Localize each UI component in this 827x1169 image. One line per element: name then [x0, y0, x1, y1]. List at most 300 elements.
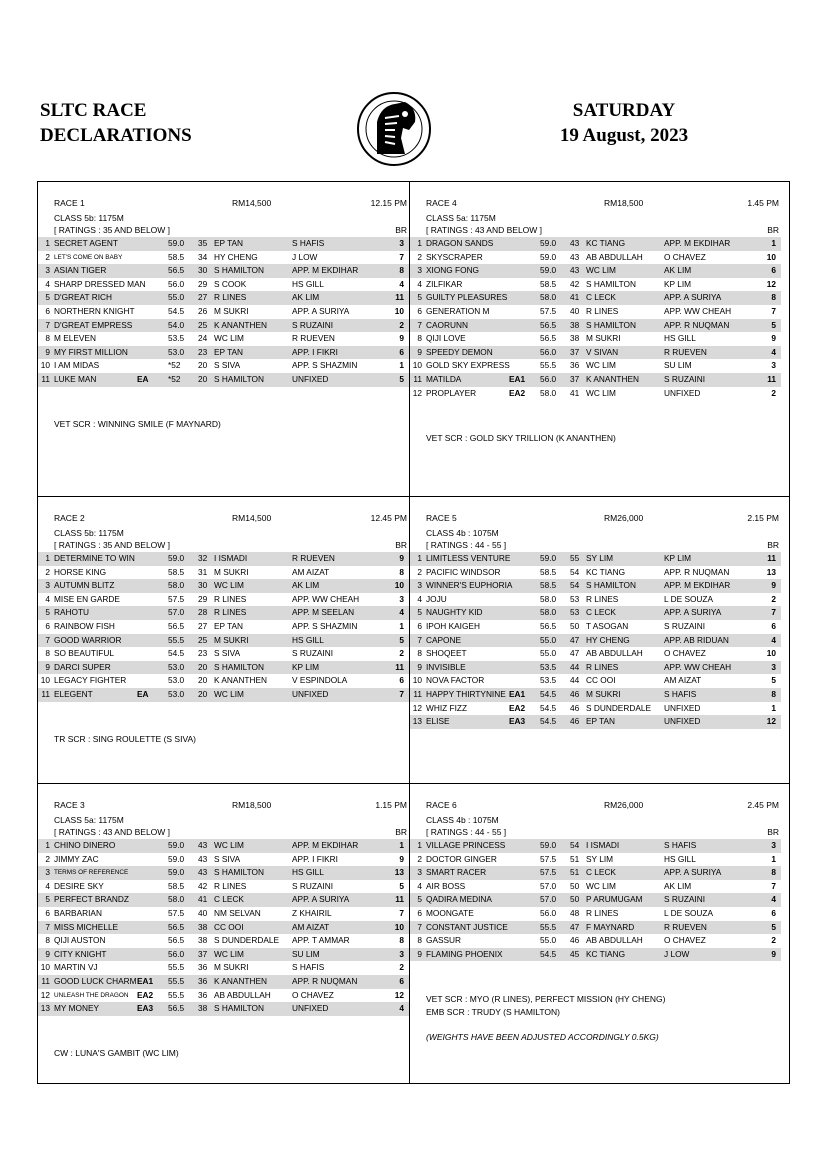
runner-number: 9	[45, 346, 50, 357]
horse-name: RAINBOW FISH	[54, 620, 115, 631]
jockey: S SIVA	[214, 853, 241, 864]
runner-row	[410, 305, 781, 319]
jockey: T ASOGAN	[586, 620, 629, 631]
runner-row	[410, 291, 781, 305]
header-date	[524, 98, 724, 148]
jockey: WC LIM	[214, 333, 244, 344]
entry-tag: EA1	[509, 373, 526, 384]
horse-name: DOCTOR GINGER	[426, 853, 497, 864]
rating: 38	[198, 1003, 208, 1014]
runner-number: 8	[45, 648, 50, 659]
runner-row	[410, 359, 781, 373]
trainer: HS GILL	[292, 278, 324, 289]
race-panel	[410, 784, 781, 1084]
runner-number: 3	[45, 580, 50, 591]
weight: 58.5	[540, 278, 557, 289]
trainer: O CHAVEZ	[664, 648, 706, 659]
jockey: C LECK	[214, 894, 244, 905]
jockey: R LINES	[214, 292, 247, 303]
runner-number: 10	[40, 360, 50, 371]
barrier-column-header: BR	[767, 225, 779, 235]
horse-name: NORTHERN KNIGHT	[54, 305, 135, 316]
horse-name: DRAGON SANDS	[426, 238, 494, 248]
race-class: CLASS 5a: 1175M	[54, 815, 124, 825]
horse-name: CITY KNIGHT	[54, 948, 107, 959]
barrier: 1	[771, 702, 776, 713]
horse-name: SMART RACER	[426, 867, 487, 878]
barrier: 4	[771, 346, 776, 357]
weight: 56.5	[540, 319, 557, 330]
runner-number: 8	[417, 333, 422, 344]
barrier: 12	[766, 278, 776, 289]
rating: 44	[570, 675, 580, 686]
race-note: VET SCR : GOLD SKY TRILLION (K ANANTHEN)	[426, 433, 616, 443]
barrier: 11	[395, 894, 404, 905]
barrier: 10	[394, 580, 404, 591]
runner-row	[410, 921, 781, 935]
runner-row	[410, 387, 781, 401]
runner-row	[410, 715, 781, 729]
horse-name: ASIAN TIGER	[54, 265, 107, 276]
barrier-column-header: BR	[395, 225, 407, 235]
runner-number: 1	[45, 553, 50, 563]
barrier: 7	[771, 305, 776, 316]
race-note: TR SCR : SING ROULETTE (S SIVA)	[54, 734, 196, 744]
rating: 47	[570, 921, 580, 932]
runner-row	[38, 948, 409, 962]
rating: 36	[198, 962, 208, 973]
entry-tag: EA1	[137, 975, 154, 986]
horse-name: GENERATION M	[426, 305, 490, 316]
race-panel	[410, 182, 781, 482]
rating: 42	[570, 278, 580, 289]
trainer: UNFIXED	[292, 1003, 329, 1014]
trainer: APP. A SURIYA	[664, 292, 722, 303]
runner-number: 5	[45, 292, 50, 303]
runner-number: 2	[45, 853, 50, 864]
horse-name: FLAMING PHOENIX	[426, 948, 503, 959]
race-prize: RM14,500	[232, 198, 272, 208]
weight: 53.0	[168, 688, 185, 699]
trainer: APP. T AMMAR	[292, 935, 350, 946]
trainer: O CHAVEZ	[664, 251, 706, 262]
jockey: S HAMILTON	[214, 867, 264, 878]
horse-name: QADIRA MEDINA	[426, 894, 492, 905]
jockey: R LINES	[586, 661, 619, 672]
rating: 50	[570, 880, 580, 891]
jockey: SY LIM	[586, 853, 614, 864]
runner-row	[38, 634, 409, 648]
jockey: S SIVA	[214, 648, 241, 659]
trainer: UNFIXED	[664, 387, 701, 398]
rating: 20	[198, 360, 208, 371]
horse-name: MY FIRST MILLION	[54, 346, 128, 357]
weight: 55.5	[540, 921, 557, 932]
horse-name: RAHOTU	[54, 607, 90, 618]
barrier: 2	[399, 962, 404, 973]
runner-row	[38, 346, 409, 360]
barrier: 9	[399, 333, 404, 344]
horse-name: SHOQEET	[426, 648, 467, 659]
trainer: HS GILL	[664, 333, 696, 344]
runner-number: 9	[45, 661, 50, 672]
horse-name: MISS MICHELLE	[54, 921, 119, 932]
barrier: 13	[394, 867, 404, 878]
trainer: J LOW	[664, 948, 690, 959]
entry-tag: EA3	[509, 716, 526, 727]
trainer: UNFIXED	[292, 688, 329, 699]
race-prize: RM14,500	[232, 513, 272, 523]
runner-list	[410, 237, 781, 400]
race-number: RACE 6	[426, 800, 457, 810]
trainer: S RUZAINI	[292, 880, 334, 891]
horse-name: CHINO DINERO	[54, 840, 116, 850]
jockey: WC LIM	[586, 265, 616, 276]
trainer: APP. R NUQMAN	[292, 975, 358, 986]
runner-number: 7	[417, 319, 422, 330]
horse-name: ZILFIKAR	[426, 278, 463, 289]
runner-row	[410, 948, 781, 962]
jockey: I ISMADI	[214, 553, 248, 563]
jockey: SY LIM	[586, 553, 614, 563]
jockey: WC LIM	[586, 360, 616, 371]
race-date: 19 August, 2023	[559, 125, 689, 146]
jockey: S HAMILTON	[214, 1003, 264, 1014]
runner-row	[38, 359, 409, 373]
barrier: 6	[399, 346, 404, 357]
runner-number: 6	[417, 305, 422, 316]
horse-name: CAPONE	[426, 634, 462, 645]
entry-tag: EA1	[509, 688, 526, 699]
jockey: V SIVAN	[586, 346, 619, 357]
barrier: 10	[394, 921, 404, 932]
weight: 56.0	[168, 278, 185, 289]
weight: 59.0	[168, 553, 185, 563]
runner-row	[38, 961, 409, 975]
horse-name: GOOD WARRIOR	[54, 634, 122, 645]
horse-name: HORSE KING	[54, 566, 107, 577]
barrier: 1	[771, 238, 776, 248]
rating: 42	[198, 880, 208, 891]
runner-number: 9	[417, 661, 422, 672]
barrier: 3	[399, 238, 404, 248]
weight: 59.0	[168, 853, 185, 864]
trainer: APP. WW CHEAH	[664, 661, 732, 672]
weight: 56.5	[168, 265, 185, 276]
weight: 56.5	[540, 333, 557, 344]
jockey: S HAMILTON	[586, 278, 636, 289]
barrier: 6	[771, 620, 776, 631]
horse-name: I AM MIDAS	[54, 360, 100, 371]
weight: 56.5	[168, 1003, 185, 1014]
horse-name: DARCI SUPER	[54, 661, 111, 672]
jockey: M SUKRI	[586, 333, 621, 344]
race-time: 2.15 PM	[747, 513, 779, 523]
race-number: RACE 1	[54, 198, 85, 208]
horse-name: D'GREAT RICH	[54, 292, 112, 303]
runner-row	[410, 934, 781, 948]
rating: 30	[198, 580, 208, 591]
runner-row	[38, 251, 409, 265]
horse-name: PROPLAYER	[426, 387, 477, 398]
horse-name: DETERMINE TO WIN	[54, 553, 135, 563]
jockey: M SUKRI	[214, 305, 249, 316]
rating: 46	[570, 716, 580, 727]
weight: 56.5	[168, 935, 185, 946]
trainer: APP. M EKDIHAR	[664, 580, 731, 591]
trainer: APP. M EKDIHAR	[292, 840, 359, 850]
rating: 32	[198, 553, 208, 563]
barrier: 1	[399, 620, 404, 631]
weight: 55.5	[168, 975, 185, 986]
runner-number: 12	[412, 387, 422, 398]
runner-number: 9	[45, 948, 50, 959]
jockey: M SUKRI	[586, 688, 621, 699]
trainer: AM AIZAT	[292, 566, 330, 577]
jockey: WC LIM	[214, 948, 244, 959]
trainer: R RUEVEN	[292, 333, 335, 344]
race-prize: RM26,000	[604, 800, 644, 810]
runner-row	[38, 893, 409, 907]
horse-name: IPOH KAIGEH	[426, 620, 480, 631]
runner-row	[38, 839, 409, 853]
race-title-row	[54, 800, 409, 812]
jockey: EP TAN	[214, 620, 244, 631]
barrier: 2	[399, 648, 404, 659]
race-number: RACE 2	[54, 513, 85, 523]
weight: 58.0	[540, 292, 557, 303]
runner-number: 6	[45, 620, 50, 631]
barrier: 6	[771, 265, 776, 276]
rating: 53	[570, 607, 580, 618]
barrier: 5	[399, 634, 404, 645]
race-title-row	[426, 198, 781, 210]
jockey: WC LIM	[214, 688, 244, 699]
barrier: 4	[771, 894, 776, 905]
runner-row	[410, 839, 781, 853]
rating: 24	[198, 333, 208, 344]
trainer: S HAFIS	[664, 840, 697, 850]
race-prize: RM26,000	[604, 513, 644, 523]
race-ratings: [ RATINGS : 43 AND BELOW ]	[426, 225, 543, 235]
rating: 38	[198, 921, 208, 932]
rating: 34	[198, 251, 208, 262]
barrier: 3	[771, 661, 776, 672]
race-title-row	[426, 513, 781, 525]
trainer: S RUZAINI	[664, 373, 706, 384]
runner-row	[410, 579, 781, 593]
rating: 50	[570, 894, 580, 905]
runner-number: 6	[45, 907, 50, 918]
weight: 53.5	[540, 675, 557, 686]
runner-row	[410, 688, 781, 702]
runner-row	[410, 606, 781, 620]
jockey: R LINES	[214, 607, 247, 618]
runner-number: 1	[45, 840, 50, 850]
rating: 25	[198, 634, 208, 645]
runner-row	[38, 661, 409, 675]
horse-name: MISE EN GARDE	[54, 593, 120, 604]
jockey: WC LIM	[214, 580, 244, 591]
trainer: APP. A SURIYA	[664, 607, 722, 618]
weight: 58.0	[168, 580, 185, 591]
weight: 59.0	[540, 238, 557, 248]
weight: 55.0	[540, 634, 557, 645]
weight: 59.0	[540, 265, 557, 276]
race-class: CLASS 4b : 1075M	[426, 815, 499, 825]
trainer: AK LIM	[664, 265, 692, 276]
barrier: 1	[399, 360, 404, 371]
horse-name: WHIZ FIZZ	[426, 702, 468, 713]
weight: 56.5	[168, 921, 185, 932]
weight: *52	[168, 360, 181, 371]
runner-list	[38, 839, 409, 1016]
weight: 54.5	[168, 305, 185, 316]
jockey: K ANANTHEN	[214, 675, 268, 686]
race-number: RACE 5	[426, 513, 457, 523]
trainer: HS GILL	[664, 853, 696, 864]
barrier: 2	[771, 935, 776, 946]
entry-tag: EA2	[509, 387, 526, 398]
rating: 40	[198, 907, 208, 918]
barrier: 5	[399, 373, 404, 384]
runner-list	[410, 552, 781, 729]
jockey: C LECK	[586, 607, 616, 618]
race-time: 12.15 PM	[370, 198, 407, 208]
horse-name: CONSTANT JUSTICE	[426, 921, 508, 932]
trainer: Z KHAIRIL	[292, 907, 332, 918]
barrier: 7	[771, 880, 776, 891]
runner-number: 8	[45, 333, 50, 344]
jockey: CC OOI	[214, 921, 244, 932]
horse-name: QIJI AUSTON	[54, 935, 106, 946]
jockey: S HAMILTON	[586, 580, 636, 591]
weight: 57.0	[540, 894, 557, 905]
jockey: S HAMILTON	[214, 661, 264, 672]
weight: 57.5	[168, 593, 185, 604]
horse-name: D'GREAT EMPRESS	[54, 319, 133, 330]
horse-name: MARTIN VJ	[54, 962, 98, 973]
weight: 59.0	[540, 553, 557, 563]
rating: 36	[198, 975, 208, 986]
weight: 57.5	[540, 867, 557, 878]
runner-number: 5	[417, 607, 422, 618]
trainer: APP. M EKDIHAR	[292, 265, 359, 276]
horse-name: SECRET AGENT	[54, 238, 118, 248]
horse-name: M ELEVEN	[54, 333, 96, 344]
trainer: KP LIM	[664, 278, 692, 289]
runner-number: 13	[40, 1003, 50, 1014]
barrier: 2	[771, 593, 776, 604]
jockey: R LINES	[214, 593, 247, 604]
runner-number: 3	[45, 265, 50, 276]
barrier: 7	[399, 251, 404, 262]
trainer: APP. A SURIYA	[292, 894, 350, 905]
horse-name: HAPPY THIRTYNINE	[426, 688, 506, 699]
barrier-column-header: BR	[395, 540, 407, 550]
race-note: (WEIGHTS HAVE BEEN ADJUSTED ACCORDINGLY 0.5KG)	[426, 1032, 659, 1042]
race-grid	[37, 181, 790, 1084]
weight: 58.5	[540, 580, 557, 591]
rating: 47	[570, 634, 580, 645]
barrier: 9	[771, 580, 776, 591]
rating: 40	[570, 305, 580, 316]
horse-name: GUILTY PLEASURES	[426, 292, 508, 303]
jockey: S HAMILTON	[214, 265, 264, 276]
trainer: APP. S SHAZMIN	[292, 620, 358, 631]
runner-list	[38, 237, 409, 387]
weight: 56.5	[540, 620, 557, 631]
rating: 54	[570, 566, 580, 577]
race-time: 12.45 PM	[370, 513, 407, 523]
runner-row	[410, 907, 781, 921]
runner-number: 11	[413, 688, 422, 699]
trainer: R RUEVEN	[664, 346, 707, 357]
race-prize: RM18,500	[232, 800, 272, 810]
weight: 58.0	[540, 607, 557, 618]
weight: 54.5	[540, 716, 557, 727]
weight: 59.0	[540, 840, 557, 850]
barrier: 9	[399, 853, 404, 864]
race-number: RACE 3	[54, 800, 85, 810]
trainer: R RUEVEN	[664, 921, 707, 932]
barrier: 8	[399, 265, 404, 276]
race-title-row	[426, 800, 781, 812]
jockey: KC TIANG	[586, 948, 626, 959]
horse-name: MOONGATE	[426, 907, 474, 918]
barrier: 9	[399, 553, 404, 563]
runner-row	[410, 880, 781, 894]
horse-name: BARBARIAN	[54, 907, 102, 918]
horse-name: ELEGENT	[54, 688, 93, 699]
rating: 23	[198, 648, 208, 659]
weight: 53.0	[168, 661, 185, 672]
trainer: UNFIXED	[664, 716, 701, 727]
trainer: SU LIM	[664, 360, 692, 371]
trainer: R RUEVEN	[292, 553, 335, 563]
runner-row	[38, 579, 409, 593]
runner-row	[38, 934, 409, 948]
rating: 26	[198, 305, 208, 316]
weight: 55.5	[540, 360, 557, 371]
rating: 50	[570, 620, 580, 631]
rating: 30	[198, 265, 208, 276]
race-class: CLASS 5a: 1175M	[426, 213, 496, 223]
jockey: R LINES	[586, 305, 619, 316]
barrier: 6	[771, 907, 776, 918]
trainer: KP LIM	[664, 553, 692, 563]
runner-number: 10	[412, 675, 422, 686]
rating: 43	[198, 867, 208, 878]
runner-number: 1	[417, 553, 422, 563]
rating: 46	[570, 935, 580, 946]
trainer: S RUZAINI	[664, 620, 706, 631]
jockey: NM SELVAN	[214, 907, 261, 918]
horse-name: QIJI LOVE	[426, 333, 466, 344]
weight: 55.0	[540, 935, 557, 946]
runner-number: 3	[417, 580, 422, 591]
runner-row	[38, 1002, 409, 1016]
barrier: 5	[399, 880, 404, 891]
jockey: K ANANTHEN	[586, 373, 640, 384]
barrier: 11	[395, 661, 404, 672]
race-day: SATURDAY	[572, 100, 676, 121]
trainer: HS GILL	[292, 634, 324, 645]
trainer: APP. A SURIYA	[664, 867, 722, 878]
runner-number: 8	[417, 648, 422, 659]
runner-list	[410, 839, 781, 961]
weight: 54.0	[168, 319, 185, 330]
